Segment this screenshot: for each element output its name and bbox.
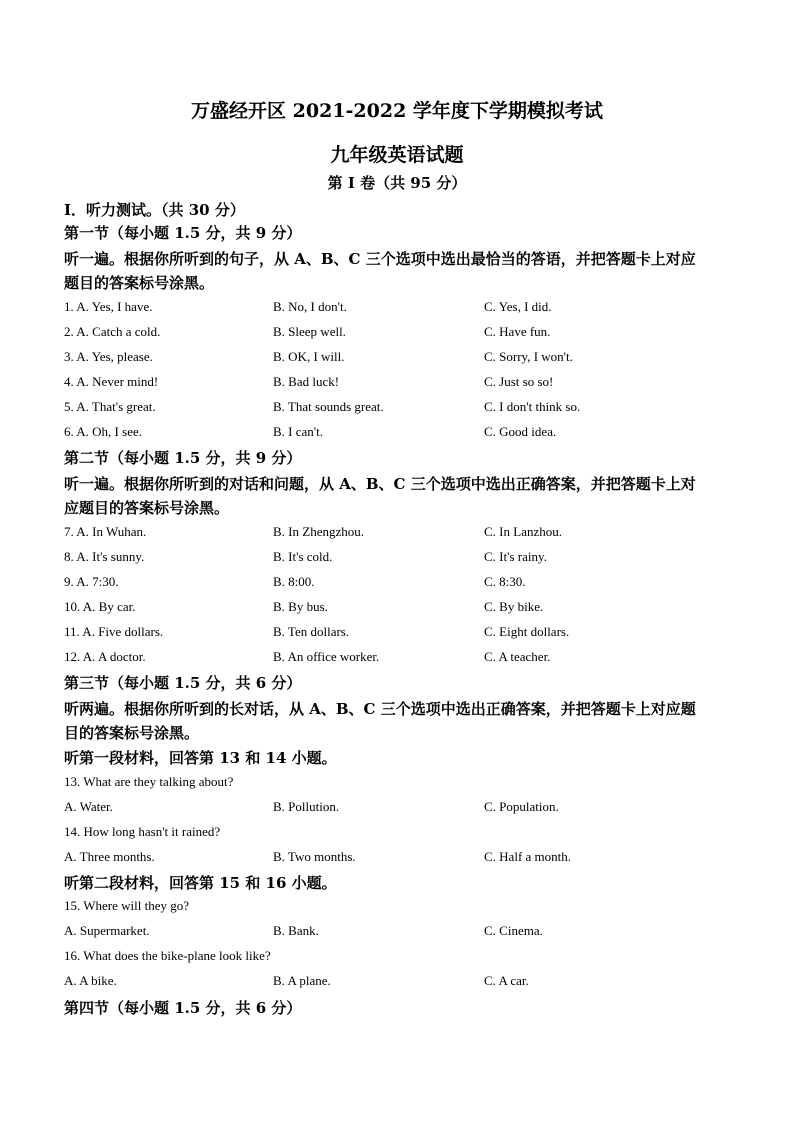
question-stem-14: 14. How long hasn't it rained? <box>64 824 221 839</box>
option-a: 7. A. In Wuhan. <box>64 524 147 539</box>
option-a: 2. A. Catch a cold. <box>64 324 161 339</box>
material-1-label: 听第一段材料，回答第 13 和 14 小题。 <box>64 749 337 767</box>
sec4-heading: 第四节（每小题 1.5 分，共 6 分） <box>64 999 302 1017</box>
option-c: C. Have fun. <box>484 324 551 339</box>
sec1-heading: 第一节（每小题 1.5 分，共 9 分） <box>64 224 302 242</box>
sec2-instruction-1: 听一遍。根据你所听到的对话和问题，从 A、B、C 三个选项中选出正确答案，并把答题卡上对 <box>64 475 696 493</box>
exam-title: 万盛经开区 2021-2022 学年度下学期模拟考试 <box>191 100 603 122</box>
option-c: C. By bike. <box>484 599 544 614</box>
option-b: B. It's cold. <box>273 549 333 564</box>
option-b: B. Bank. <box>273 923 319 938</box>
option-c: C. A teacher. <box>484 649 551 664</box>
sec3-instruction-1: 听两遍。根据你所听到的长对话，从 A、B、C 三个选项中选出正确答案，并把答题卡上对应题 <box>64 700 696 718</box>
option-b: B. That sounds great. <box>273 399 384 414</box>
option-b: B. No, I don't. <box>273 299 347 314</box>
question-stem-15: 15. Where will they go? <box>64 898 190 913</box>
sec1-instruction-1: 听一遍。根据你所听到的句子，从 A、B、C 三个选项中选出最恰当的答语，并把答题卡上对应 <box>64 250 696 268</box>
option-b: B. Sleep well. <box>273 324 346 339</box>
option-c: C. In Lanzhou. <box>484 524 562 539</box>
option-a: A. Water. <box>64 799 113 814</box>
option-c: C. Cinema. <box>484 923 543 938</box>
option-a: 9. A. 7:30. <box>64 574 119 589</box>
question-stem-16: 16. What does the bike-plane look like? <box>64 948 271 963</box>
option-c: C. Just so so! <box>484 374 554 389</box>
option-a: A. Supermarket. <box>64 923 150 938</box>
sec3-instruction-2: 目的答案标号涂黑。 <box>64 724 200 742</box>
option-a: 5. A. That's great. <box>64 399 156 414</box>
exam-subtitle: 九年级英语试题 <box>330 144 464 166</box>
sec2-instruction-2: 应题目的答案标号涂黑。 <box>64 499 230 517</box>
option-a: 6. A. Oh, I see. <box>64 424 142 439</box>
option-b: B. By bus. <box>273 599 328 614</box>
option-a: 11. A. Five dollars. <box>64 624 164 639</box>
option-a: 10. A. By car. <box>64 599 136 614</box>
option-c: C. Yes, I did. <box>484 299 552 314</box>
option-b: B. I can't. <box>273 424 323 439</box>
sec3-heading: 第三节（每小题 1.5 分，共 6 分） <box>64 674 302 692</box>
option-b: B. OK, I will. <box>273 349 345 364</box>
option-a: 12. A. A doctor. <box>64 649 146 664</box>
option-b: B. Bad luck! <box>273 374 340 389</box>
option-c: C. I don't think so. <box>484 399 581 414</box>
option-b: B. 8:00. <box>273 574 315 589</box>
option-a: 1. A. Yes, I have. <box>64 299 153 314</box>
option-a: 4. A. Never mind! <box>64 374 159 389</box>
option-b: B. Two months. <box>273 849 356 864</box>
option-c: C. Good idea. <box>484 424 557 439</box>
part1-heading: Ⅰ．听力测试。（共 30 分） <box>64 201 245 219</box>
option-b: B. In Zhengzhou. <box>273 524 364 539</box>
question-stem-13: 13. What are they talking about? <box>64 774 234 789</box>
option-a: 8. A. It's sunny. <box>64 549 145 564</box>
option-c: C. Eight dollars. <box>484 624 570 639</box>
option-b: B. Pollution. <box>273 799 340 814</box>
option-c: C. It's rainy. <box>484 549 547 564</box>
option-c: C. Population. <box>484 799 559 814</box>
option-c: C. A car. <box>484 973 529 988</box>
option-a: A. Three months. <box>64 849 155 864</box>
sec1-instruction-2: 题目的答案标号涂黑。 <box>64 274 215 292</box>
option-c: C. Sorry, I won't. <box>484 349 573 364</box>
material-2-label: 听第二段材料，回答第 15 和 16 小题。 <box>64 874 337 892</box>
option-a: 3. A. Yes, please. <box>64 349 153 364</box>
option-c: C. Half a month. <box>484 849 572 864</box>
option-b: B. An office worker. <box>273 649 380 664</box>
sec2-heading: 第二节（每小题 1.5 分，共 9 分） <box>64 449 302 467</box>
option-b: B. A plane. <box>273 973 331 988</box>
volume-label: 第 I 卷（共 95 分） <box>327 174 467 192</box>
option-c: C. 8:30. <box>484 574 526 589</box>
option-b: B. Ten dollars. <box>273 624 350 639</box>
option-a: A. A bike. <box>64 973 117 988</box>
